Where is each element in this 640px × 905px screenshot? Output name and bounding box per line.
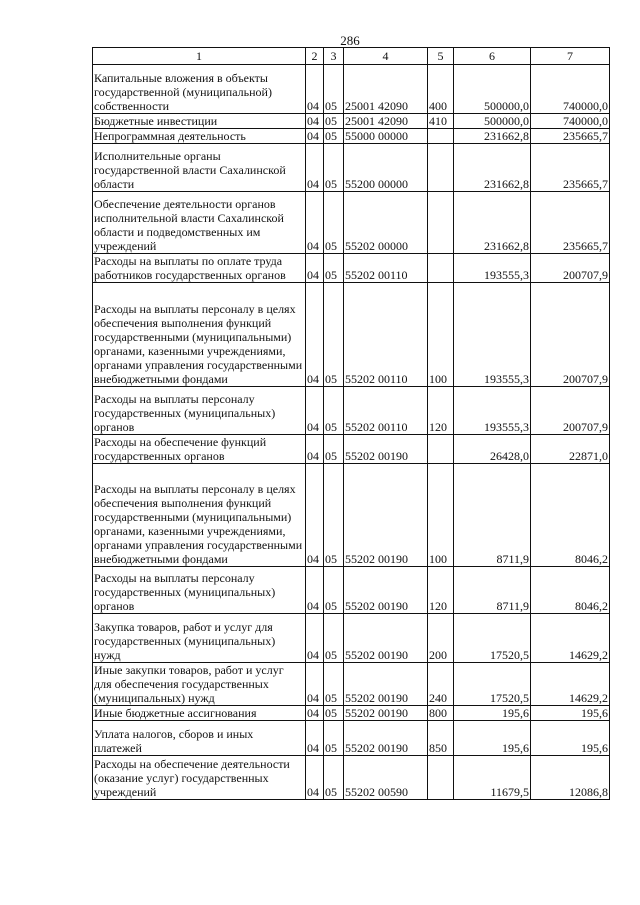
row-code4-cell: 55202 00190: [344, 435, 428, 464]
row-code5-cell: 100: [428, 464, 454, 567]
row-code4-cell: 55202 00110: [344, 283, 428, 387]
row-code5-cell: [428, 435, 454, 464]
row-code2-cell: 04: [306, 65, 324, 114]
row-code2-cell: 04: [306, 254, 324, 283]
row-code2-cell: 04: [306, 114, 324, 129]
table-body: [93, 48, 610, 800]
row-code5-cell: 120: [428, 567, 454, 614]
row-value7-cell: 740000,0: [531, 65, 610, 114]
row-value6-cell: 8711,9: [454, 567, 531, 614]
row-code2-cell: 04: [306, 567, 324, 614]
row-code4-cell: 55202 00190: [344, 464, 428, 567]
row-code4-cell: 55202 00190: [344, 706, 428, 721]
table-row: [93, 567, 610, 614]
header-cell-5: 5: [428, 48, 454, 65]
row-code3-cell: 05: [324, 192, 344, 254]
table-row: [93, 663, 610, 706]
row-code5-cell: 200: [428, 614, 454, 663]
row-value6-cell: 193555,3: [454, 387, 531, 435]
row-name-cell: Уплата налогов, сборов и иных платежей: [93, 721, 306, 756]
row-code2-cell: 04: [306, 283, 324, 387]
row-code3-cell: 05: [324, 435, 344, 464]
row-code5-cell: 850: [428, 721, 454, 756]
row-name-cell: Расходы на обеспечение функций государственных органов: [93, 435, 306, 464]
row-value6-cell: 17520,5: [454, 614, 531, 663]
row-value6-cell: 8711,9: [454, 464, 531, 567]
row-code4-cell: 55202 00190: [344, 567, 428, 614]
row-code5-cell: 100: [428, 283, 454, 387]
row-name-cell: Исполнительные органы государственной власти Сахалинской области: [93, 144, 306, 192]
row-value6-cell: 11679,5: [454, 756, 531, 800]
row-value7-cell: 200707,9: [531, 283, 610, 387]
row-value6-cell: 231662,8: [454, 192, 531, 254]
row-code2-cell: 04: [306, 387, 324, 435]
row-code4-cell: 55202 00190: [344, 614, 428, 663]
row-code2-cell: 04: [306, 129, 324, 144]
row-code3-cell: 05: [324, 464, 344, 567]
row-code2-cell: 04: [306, 435, 324, 464]
row-code2-cell: 04: [306, 756, 324, 800]
row-value6-cell: 500000,0: [454, 114, 531, 129]
row-code5-cell: [428, 129, 454, 144]
row-code3-cell: 05: [324, 387, 344, 435]
row-code4-cell: 55200 00000: [344, 144, 428, 192]
row-code5-cell: 800: [428, 706, 454, 721]
row-code3-cell: 05: [324, 254, 344, 283]
header-cell-1: 1: [93, 48, 306, 65]
row-value6-cell: 231662,8: [454, 144, 531, 192]
table-row: [93, 283, 610, 387]
header-cell-7: 7: [531, 48, 610, 65]
row-code4-cell: 55202 00110: [344, 254, 428, 283]
row-code3-cell: 05: [324, 283, 344, 387]
row-code4-cell: 25001 42090: [344, 65, 428, 114]
row-name-cell: Непрограммная деятельность: [93, 129, 306, 144]
page-number: 286: [340, 33, 360, 48]
row-code3-cell: 05: [324, 129, 344, 144]
row-code3-cell: 05: [324, 144, 344, 192]
row-value6-cell: 193555,3: [454, 283, 531, 387]
row-name-cell: Иные бюджетные ассигнования: [93, 706, 306, 721]
table-row: [93, 144, 610, 192]
table-row: [93, 435, 610, 464]
row-name-cell: Расходы на обеспечение деятельности (оказание услуг) государственных учреждений: [93, 756, 306, 800]
table-row: [93, 129, 610, 144]
row-code3-cell: 05: [324, 721, 344, 756]
table-row: [93, 756, 610, 800]
row-value7-cell: 14629,2: [531, 614, 610, 663]
row-code2-cell: 04: [306, 614, 324, 663]
row-name-cell: Расходы на выплаты персоналу государственных (муниципальных) органов: [93, 387, 306, 435]
row-value7-cell: 195,6: [531, 706, 610, 721]
row-value7-cell: 22871,0: [531, 435, 610, 464]
row-code4-cell: 25001 42090: [344, 114, 428, 129]
row-code3-cell: 05: [324, 706, 344, 721]
row-value6-cell: 500000,0: [454, 65, 531, 114]
row-code4-cell: 55202 00110: [344, 387, 428, 435]
header-cell-2: 2: [306, 48, 324, 65]
row-code2-cell: 04: [306, 464, 324, 567]
row-code5-cell: [428, 192, 454, 254]
row-code5-cell: 240: [428, 663, 454, 706]
row-code3-cell: 05: [324, 614, 344, 663]
row-value6-cell: 231662,8: [454, 129, 531, 144]
budget-table: [92, 47, 610, 800]
row-value6-cell: 195,6: [454, 706, 531, 721]
row-code2-cell: 04: [306, 144, 324, 192]
row-value6-cell: 193555,3: [454, 254, 531, 283]
row-name-cell: Закупка товаров, работ и услуг для государственных (муниципальных) нужд: [93, 614, 306, 663]
row-code2-cell: 04: [306, 663, 324, 706]
row-value6-cell: 195,6: [454, 721, 531, 756]
row-value7-cell: 195,6: [531, 721, 610, 756]
row-code3-cell: 05: [324, 65, 344, 114]
row-value6-cell: 17520,5: [454, 663, 531, 706]
row-code5-cell: 410: [428, 114, 454, 129]
header-cell-3: 3: [324, 48, 344, 65]
row-code5-cell: [428, 756, 454, 800]
row-name-cell: Бюджетные инвестиции: [93, 114, 306, 129]
row-value6-cell: 26428,0: [454, 435, 531, 464]
row-value7-cell: 8046,2: [531, 464, 610, 567]
row-code4-cell: 55000 00000: [344, 129, 428, 144]
row-code2-cell: 04: [306, 721, 324, 756]
table-row: [93, 65, 610, 114]
row-name-cell: Капитальные вложения в объекты государственной (муниципальной) собственности: [93, 65, 306, 114]
row-value7-cell: 235665,7: [531, 129, 610, 144]
row-value7-cell: 740000,0: [531, 114, 610, 129]
row-code2-cell: 04: [306, 706, 324, 721]
row-name-cell: Расходы на выплаты по оплате труда работников государственных органов: [93, 254, 306, 283]
row-code4-cell: 55202 00190: [344, 663, 428, 706]
row-code2-cell: 04: [306, 192, 324, 254]
row-code3-cell: 05: [324, 663, 344, 706]
row-code5-cell: [428, 254, 454, 283]
row-code5-cell: [428, 144, 454, 192]
row-code4-cell: 55202 00590: [344, 756, 428, 800]
row-code4-cell: 55202 00190: [344, 721, 428, 756]
table-row: [93, 387, 610, 435]
row-name-cell: Расходы на выплаты персоналу в целях обеспечения выполнения функций государственными (муниципальными) органами, казенными учреждениями, органами управления государственными внебюджетными фондами: [93, 283, 306, 387]
table-row: [93, 464, 610, 567]
table-row: [93, 706, 610, 721]
table-row: [93, 192, 610, 254]
row-name-cell: Расходы на выплаты персоналу в целях обеспечения выполнения функций государственными (муниципальными) органами, казенными учреждениями, органами управления государственными внебюджетными фондами: [93, 464, 306, 567]
row-code4-cell: 55202 00000: [344, 192, 428, 254]
row-value7-cell: 200707,9: [531, 254, 610, 283]
row-code5-cell: 120: [428, 387, 454, 435]
row-code3-cell: 05: [324, 114, 344, 129]
row-name-cell: Обеспечение деятельности органов исполнительной власти Сахалинской области и подведомственных им учреждений: [93, 192, 306, 254]
row-name-cell: Расходы на выплаты персоналу государственных (муниципальных) органов: [93, 567, 306, 614]
table-row: [93, 614, 610, 663]
row-value7-cell: 12086,8: [531, 756, 610, 800]
row-name-cell: Иные закупки товаров, работ и услуг для обеспечения государственных (муниципальных) нужд: [93, 663, 306, 706]
row-code3-cell: 05: [324, 756, 344, 800]
table-row: [93, 721, 610, 756]
row-code3-cell: 05: [324, 567, 344, 614]
row-value7-cell: 14629,2: [531, 663, 610, 706]
table-row: [93, 114, 610, 129]
row-value7-cell: 8046,2: [531, 567, 610, 614]
header-cell-6: 6: [454, 48, 531, 65]
header-row: [93, 48, 610, 65]
header-cell-4: 4: [344, 48, 428, 65]
row-value7-cell: 200707,9: [531, 387, 610, 435]
table-row: [93, 254, 610, 283]
row-code5-cell: 400: [428, 65, 454, 114]
row-value7-cell: 235665,7: [531, 144, 610, 192]
row-value7-cell: 235665,7: [531, 192, 610, 254]
